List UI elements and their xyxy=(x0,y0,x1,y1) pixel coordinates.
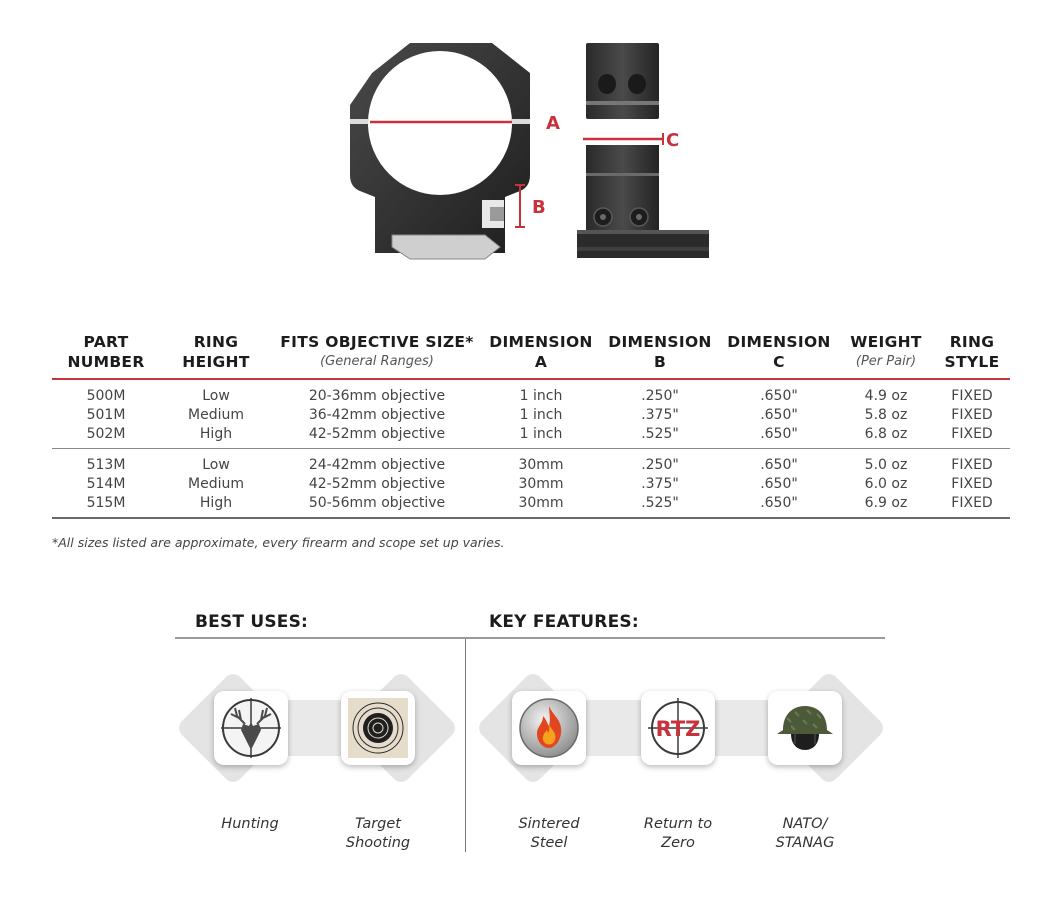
header-objective-size: FITS OBJECTIVE SIZE* (General Ranges) xyxy=(280,333,474,369)
header-dimension-b: DIMENSION B xyxy=(608,333,712,371)
section-rule xyxy=(175,637,885,639)
cell-dimension-a: 30mm xyxy=(518,494,564,511)
table-row xyxy=(52,424,1010,449)
cell-dimension-b: .375" xyxy=(641,475,679,492)
cell-weight: 4.9 oz xyxy=(864,387,908,404)
cell-weight: 5.0 oz xyxy=(864,456,908,473)
cell-dimension-c: .650" xyxy=(760,406,798,423)
section-divider xyxy=(465,639,466,852)
header-weight: WEIGHT (Per Pair) xyxy=(850,333,922,369)
cell-part-number: 502M xyxy=(86,425,126,442)
cell-weight: 6.0 oz xyxy=(864,475,908,492)
cell-part-number: 514M xyxy=(86,475,126,492)
key-features-title: KEY FEATURES: xyxy=(489,612,639,632)
nato-stanag-caption: NATO/ STANAG xyxy=(775,816,835,851)
cell-objective-size: 36-42mm objective xyxy=(308,406,446,423)
table-footnote: *All sizes listed are approximate, every firearm and scope set up varies. xyxy=(52,535,505,550)
cell-ring-height: Medium xyxy=(188,406,244,423)
target-shooting-tile xyxy=(341,691,415,765)
cell-ring-height: Medium xyxy=(188,475,244,492)
cell-objective-size: 20-36mm objective xyxy=(308,387,446,404)
cell-ring-style: FIXED xyxy=(951,475,993,492)
cell-dimension-c: .650" xyxy=(760,475,798,492)
header-dimension-c: DIMENSION C xyxy=(727,333,831,371)
cell-ring-style: FIXED xyxy=(951,387,993,404)
header-ring-height: RING HEIGHT xyxy=(182,333,250,371)
cell-objective-size: 42-52mm objective xyxy=(308,425,446,442)
table-row xyxy=(52,449,1010,475)
cell-ring-style: FIXED xyxy=(951,494,993,511)
table-row xyxy=(52,405,1010,424)
cell-objective-size: 50-56mm objective xyxy=(308,494,446,511)
best-uses-title: BEST USES: xyxy=(195,612,309,632)
cell-ring-height: High xyxy=(199,425,233,442)
cell-dimension-a: 1 inch xyxy=(519,406,563,423)
nato-stanag-tile xyxy=(768,691,842,765)
table-row xyxy=(52,379,1010,405)
cell-weight: 5.8 oz xyxy=(864,406,908,423)
table-row xyxy=(52,474,1010,493)
helmet-icon xyxy=(773,696,837,760)
cell-part-number: 515M xyxy=(86,494,126,511)
header-part-number: PART NUMBER xyxy=(67,333,145,371)
cell-ring-height: High xyxy=(199,494,233,511)
cell-dimension-b: .250" xyxy=(641,456,679,473)
flame-icon xyxy=(517,696,581,760)
ring-side-diagram xyxy=(565,35,725,265)
dimension-b-label: B xyxy=(532,197,546,218)
cell-dimension-a: 30mm xyxy=(518,456,564,473)
deer-crosshair-icon xyxy=(219,696,283,760)
cell-dimension-b: .375" xyxy=(641,406,679,423)
table-row xyxy=(52,493,1010,518)
cell-dimension-b: .525" xyxy=(641,494,679,511)
cell-dimension-b: .250" xyxy=(641,387,679,404)
cell-weight: 6.9 oz xyxy=(864,494,908,511)
cell-part-number: 500M xyxy=(86,387,126,404)
cell-dimension-c: .650" xyxy=(760,456,798,473)
cell-dimension-a: 1 inch xyxy=(519,425,563,442)
target-shooting-caption: Target Shooting xyxy=(345,816,411,851)
table-header-row xyxy=(52,332,1010,379)
sintered-steel-caption: Sintered Steel xyxy=(518,816,580,851)
cell-dimension-c: .650" xyxy=(760,387,798,404)
cell-dimension-b: .525" xyxy=(641,425,679,442)
header-dimension-a: DIMENSION A xyxy=(489,333,593,371)
hunting-tile xyxy=(214,691,288,765)
cell-ring-style: FIXED xyxy=(951,425,993,442)
sintered-steel-tile xyxy=(512,691,586,765)
cell-dimension-a: 1 inch xyxy=(519,387,563,404)
target-icon xyxy=(345,695,411,761)
cell-dimension-c: .650" xyxy=(760,425,798,442)
hunting-caption: Hunting xyxy=(221,816,279,832)
rtz-crosshair-icon xyxy=(646,696,710,760)
cell-dimension-a: 30mm xyxy=(518,475,564,492)
spec-table xyxy=(52,332,1010,519)
cell-part-number: 513M xyxy=(86,456,126,473)
cell-dimension-c: .650" xyxy=(760,494,798,511)
rtz-badge-text: RTZ xyxy=(655,717,701,741)
cell-ring-height: Low xyxy=(202,387,230,404)
return-to-zero-tile xyxy=(641,691,715,765)
return-to-zero-caption: Return to Zero xyxy=(643,816,713,851)
cell-objective-size: 42-52mm objective xyxy=(308,475,446,492)
cell-weight: 6.8 oz xyxy=(864,425,908,442)
header-ring-style: RING STYLE xyxy=(944,333,1000,371)
cell-part-number: 501M xyxy=(86,406,126,423)
dimension-c-label: C xyxy=(666,130,680,151)
ring-front-diagram xyxy=(330,35,570,265)
dimension-a-label: A xyxy=(546,113,560,134)
cell-ring-height: Low xyxy=(202,456,230,473)
cell-ring-style: FIXED xyxy=(951,406,993,423)
cell-objective-size: 24-42mm objective xyxy=(308,456,446,473)
cell-ring-style: FIXED xyxy=(951,456,993,473)
